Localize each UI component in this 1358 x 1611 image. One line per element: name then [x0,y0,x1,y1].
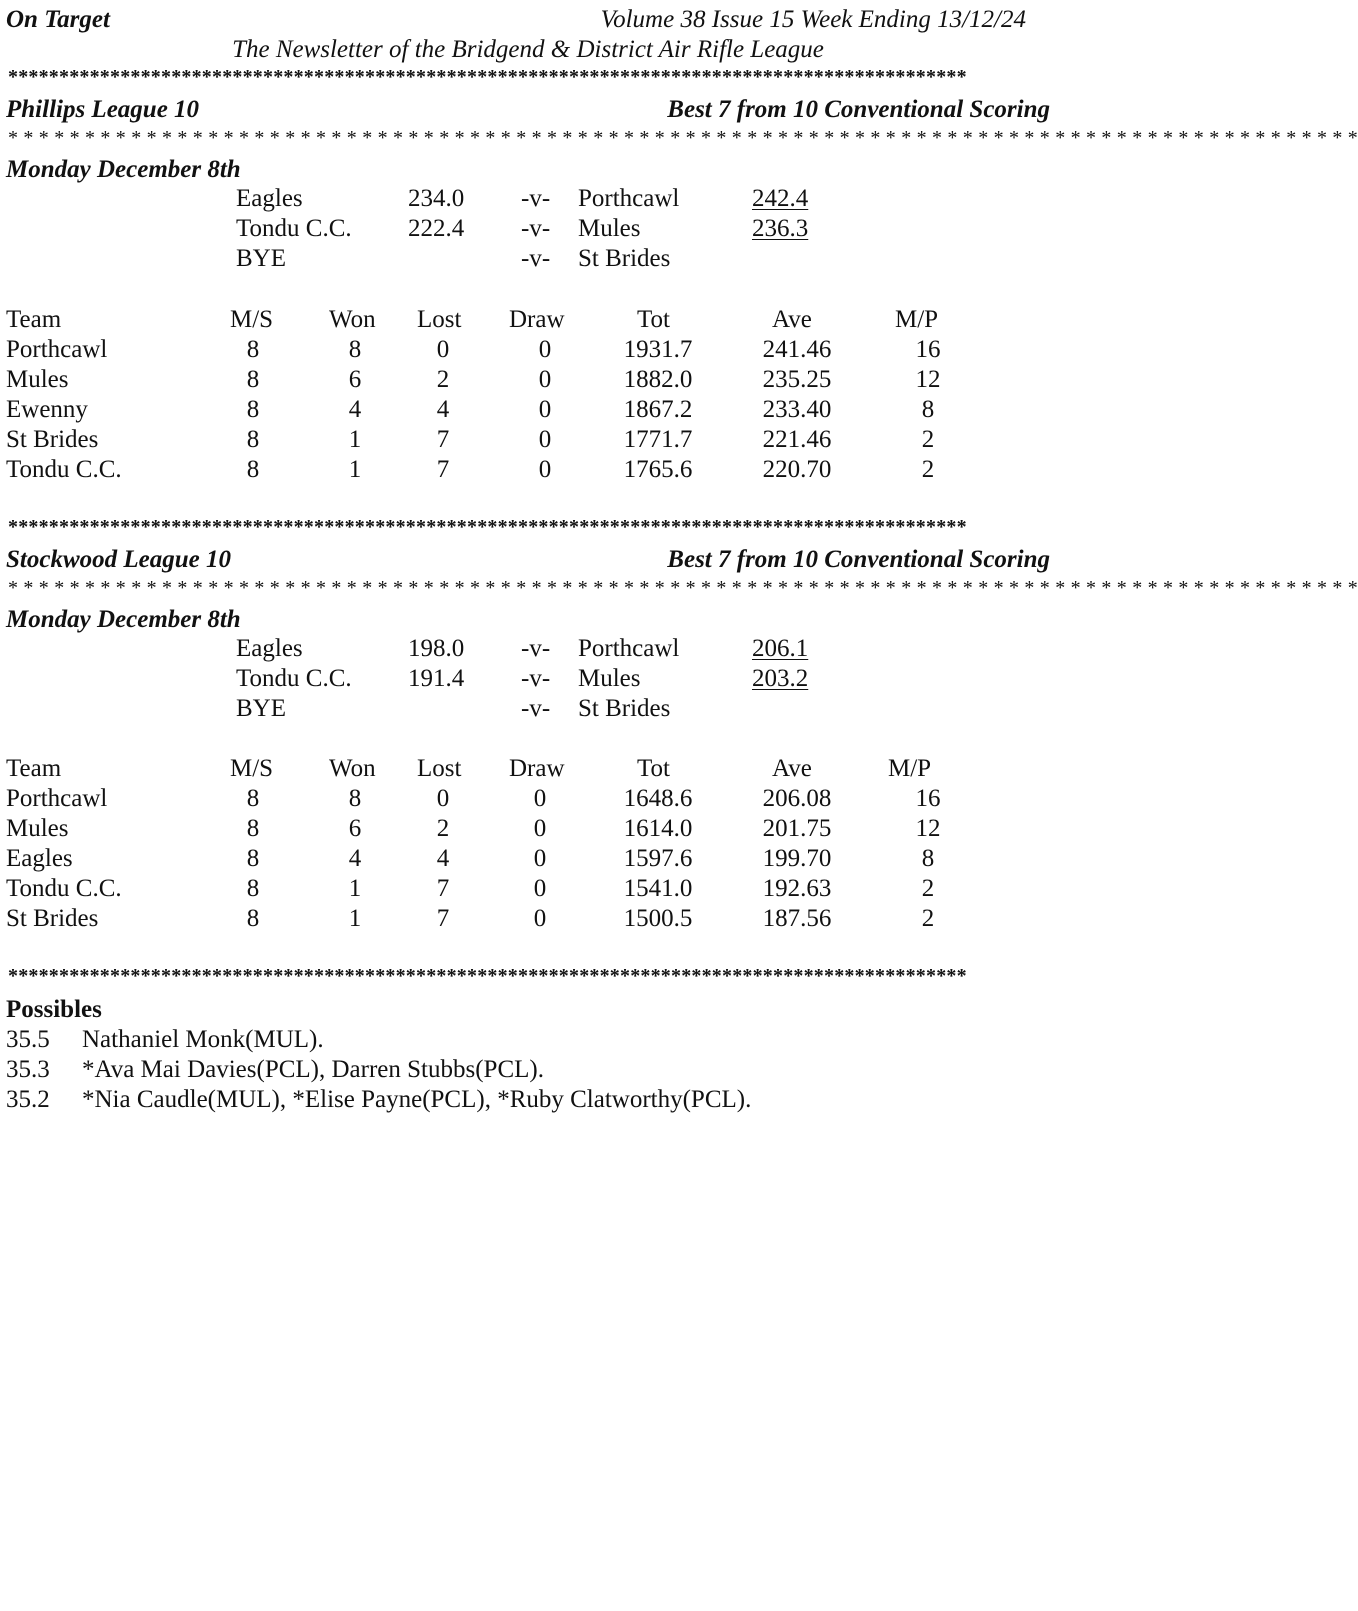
lost-value: 2 [436,366,450,393]
team-name: St Brides [6,905,99,932]
team-name: Porthcawl [6,785,108,812]
ave-value: 235.25 [762,366,832,393]
fixture-vs: -v- [521,635,551,662]
lost-value: 0 [436,336,450,363]
table-row [0,425,1086,455]
won-value: 1 [348,905,362,932]
table-row [0,784,1086,814]
ms-value: 8 [246,336,260,363]
fixture-row [0,664,1086,694]
col-lost: Lost [417,755,462,782]
fixture-vs: -v- [521,215,551,242]
tot-value: 1597.6 [623,845,693,872]
fixture-vs: -v- [521,665,551,692]
draw-value: 0 [533,845,547,872]
fixture-away: Porthcawl [578,185,680,212]
col-won: Won [329,306,376,333]
fixture-vs: -v- [521,185,551,212]
lost-value: 2 [436,815,450,842]
team-name: St Brides [6,426,99,453]
won-value: 6 [348,366,362,393]
mp-value: 16 [915,336,941,363]
draw-value: 0 [533,905,547,932]
won-value: 8 [348,785,362,812]
possible-score: 35.5 [6,1026,50,1053]
col-mp: M/P [895,306,939,333]
tot-value: 1541.0 [623,875,693,902]
ms-value: 8 [246,396,260,423]
league-scoring: Best 7 from 10 Conventional Scoring [667,546,1050,573]
lost-value: 7 [436,875,450,902]
fixture-home-score: 191.4 [408,665,465,692]
lost-value: 4 [436,845,450,872]
possible-score: 35.3 [6,1056,50,1083]
col-draw: Draw [509,306,565,333]
fixture-home: Tondu C.C. [236,215,352,242]
team-name: Porthcawl [6,336,108,363]
tot-value: 1500.5 [623,905,693,932]
fixture-vs: -v- [521,695,551,722]
possible-entry [0,1055,1086,1085]
fixture-away: Porthcawl [578,635,680,662]
table-row [0,395,1086,425]
won-value: 4 [348,396,362,423]
mp-value: 8 [921,845,935,872]
tot-value: 1867.2 [623,396,693,423]
ave-value: 221.46 [762,426,832,453]
possible-names: *Ava Mai Davies(PCL), Darren Stubbs(PCL). [82,1056,544,1083]
fixture-away: St Brides [578,245,671,272]
draw-value: 0 [538,456,552,483]
table-row [0,335,1086,365]
mp-value: 2 [921,905,935,932]
mp-value: 2 [921,875,935,902]
ave-value: 241.46 [762,336,832,363]
table-header [0,754,1086,784]
table-row [0,904,1086,934]
mp-value: 8 [921,396,935,423]
fixture-home: Eagles [236,635,303,662]
fixture-home-score: 198.0 [408,635,465,662]
mp-value: 12 [915,366,941,393]
team-name: Tondu C.C. [6,456,122,483]
fixture-row [0,244,1086,274]
fixture-home-score: 222.4 [408,215,465,242]
mp-value: 12 [915,815,941,842]
match-date: Monday December 8th [6,156,241,183]
col-ave: Ave [772,306,812,333]
team-name: Eagles [6,845,73,872]
fixture-home-score: 234.0 [408,185,465,212]
team-name: Mules [6,366,69,393]
possible-entry [0,1025,1086,1055]
possibles-title: Possibles [6,996,102,1023]
won-value: 6 [348,815,362,842]
fixture-away-score: 206.1 [752,635,809,662]
ave-value: 199.70 [762,845,832,872]
ms-value: 8 [246,456,260,483]
fixture-away: St Brides [578,695,671,722]
team-name: Tondu C.C. [6,875,122,902]
col-mp: M/P [888,755,932,782]
ms-value: 8 [246,905,260,932]
tot-value: 1931.7 [623,336,693,363]
tot-value: 1771.7 [623,426,693,453]
col-team: Team [6,306,62,333]
col-team: Team [6,755,62,782]
league-scoring: Best 7 from 10 Conventional Scoring [667,96,1050,123]
tot-value: 1765.6 [623,456,693,483]
fixture-home: BYE [236,695,286,722]
col-lost: Lost [417,306,462,333]
possible-entry [0,1085,1086,1115]
mp-value: 16 [915,785,941,812]
possible-score: 35.2 [6,1086,50,1113]
fixture-home: BYE [236,245,286,272]
lost-value: 4 [436,396,450,423]
draw-value: 0 [533,815,547,842]
fixture-away-score: 203.2 [752,665,809,692]
ave-value: 192.63 [762,875,832,902]
star-divider: ********************************************************************************************** [8,965,967,987]
match-date: Monday December 8th [6,606,241,633]
lost-value: 7 [436,426,450,453]
ave-value: 206.08 [762,785,832,812]
draw-value: 0 [533,785,547,812]
fixture-home: Tondu C.C. [236,665,352,692]
fixture-row [0,184,1086,214]
ms-value: 8 [246,785,260,812]
ms-value: 8 [246,815,260,842]
draw-value: 0 [538,426,552,453]
won-value: 4 [348,845,362,872]
col-draw: Draw [509,755,565,782]
league-name: Phillips League 10 [6,96,200,123]
table-row [0,365,1086,395]
fixture-row [0,694,1086,724]
lost-value: 0 [436,785,450,812]
star-divider: ********************************************************************************************** [8,516,967,538]
lost-value: 7 [436,905,450,932]
mp-value: 2 [921,426,935,453]
tot-value: 1614.0 [623,815,693,842]
ms-value: 8 [246,875,260,902]
table-row [0,874,1086,904]
mp-value: 2 [921,456,935,483]
team-name: Ewenny [6,396,88,423]
won-value: 1 [348,875,362,902]
fixture-away: Mules [578,215,641,242]
newsletter-subtitle: The Newsletter of the Bridgend & District Air Rifle League [232,36,824,63]
ave-value: 233.40 [762,396,832,423]
ms-value: 8 [246,366,260,393]
table-header [0,305,1086,335]
col-ms: M/S [230,306,274,333]
light-star-divider: * * * * * * * * * * * * * * * * * * * * * * * * * * * * * * * * * * * * * * * * * * * * * * * * * * * * * * * * * * * * * * * * * * * * * * * * * * * * * * * * * * * * * * * * [8,127,1358,149]
col-won: Won [329,755,376,782]
ave-value: 220.70 [762,456,832,483]
light-star-divider: * * * * * * * * * * * * * * * * * * * * * * * * * * * * * * * * * * * * * * * * * * * * * * * * * * * * * * * * * * * * * * * * * * * * * * * * * * * * * * * * * * * * * * * * [8,577,1358,599]
table-row [0,814,1086,844]
lost-value: 7 [436,456,450,483]
newsletter-title: On Target [6,6,110,33]
table-row [0,455,1086,485]
fixture-away-score: 242.4 [752,185,809,212]
won-value: 1 [348,426,362,453]
fixture-away-score: 236.3 [752,215,809,242]
ave-value: 201.75 [762,815,832,842]
fixture-row [0,214,1086,244]
fixture-vs: -v- [521,245,551,272]
won-value: 8 [348,336,362,363]
issue-info: Volume 38 Issue 15 Week Ending 13/12/24 [600,6,1026,33]
col-ms: M/S [230,755,274,782]
col-tot: Tot [637,306,670,333]
ms-value: 8 [246,426,260,453]
draw-value: 0 [538,396,552,423]
fixture-away: Mules [578,665,641,692]
ms-value: 8 [246,845,260,872]
ave-value: 187.56 [762,905,832,932]
col-ave: Ave [772,755,812,782]
possible-names: Nathaniel Monk(MUL). [82,1026,324,1053]
league-name: Stockwood League 10 [6,546,231,573]
table-row [0,844,1086,874]
possible-names: *Nia Caudle(MUL), *Elise Payne(PCL), *Ruby Clatworthy(PCL). [82,1086,752,1113]
tot-value: 1648.6 [623,785,693,812]
team-name: Mules [6,815,69,842]
draw-value: 0 [538,336,552,363]
won-value: 1 [348,456,362,483]
col-tot: Tot [637,755,670,782]
star-divider: ********************************************************************************************** [8,66,967,88]
draw-value: 0 [533,875,547,902]
fixture-row [0,634,1086,664]
tot-value: 1882.0 [623,366,693,393]
draw-value: 0 [538,366,552,393]
fixture-home: Eagles [236,185,303,212]
